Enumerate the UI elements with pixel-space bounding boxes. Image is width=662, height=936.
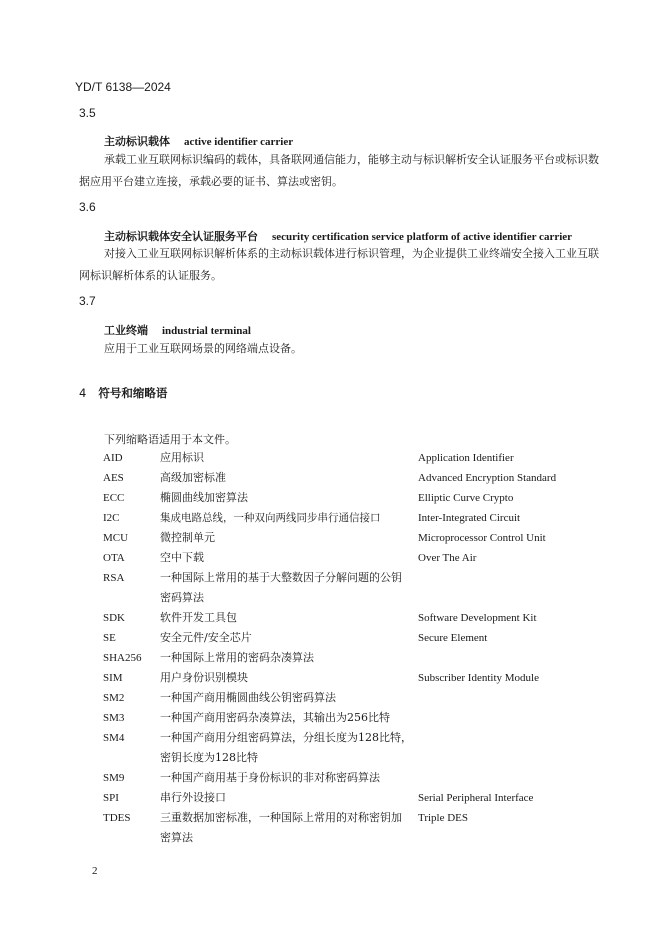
abbreviation-zh: 一种国产商用分组密码算法，分组长度为128比特，密钥长度为128比特 <box>160 731 412 764</box>
abbreviation: TDES <box>103 812 131 824</box>
term-zh: 主动标识载体 <box>104 135 170 148</box>
abbreviation-zh: 应用标识 <box>160 451 204 464</box>
abbreviation-zh: 一种国际上常用的密码杂凑算法 <box>160 651 314 664</box>
abbreviation: RSA <box>103 572 125 584</box>
term-en: industrial terminal <box>162 325 251 337</box>
abbreviation-en: Serial Peripheral Interface <box>418 792 534 804</box>
abbreviation-en: Advanced Encryption Standard <box>418 472 557 484</box>
abbreviation-zh: 用户身份识别模块 <box>160 671 248 684</box>
abbreviation-zh: 一种国产商用椭圆曲线公钥密码算法 <box>160 691 336 704</box>
abbreviation: SDK <box>103 612 126 624</box>
abbreviations-intro: 下列缩略语适用于本文件。 <box>104 433 236 446</box>
term-number: 3.5 <box>79 106 96 120</box>
term-en: active identifier carrier <box>184 136 294 148</box>
abbreviation: SM4 <box>103 732 125 744</box>
abbreviation-en: Application Identifier <box>418 452 514 464</box>
abbreviation-en: Microprocessor Control Unit <box>418 532 546 544</box>
abbreviation: AES <box>103 472 124 484</box>
abbreviation: SM3 <box>103 712 125 724</box>
abbreviation: SHA256 <box>103 652 142 664</box>
abbreviation: MCU <box>103 532 129 544</box>
page-number: 2 <box>92 865 98 877</box>
abbreviation: I2C <box>103 512 120 524</box>
term-heading <box>104 322 251 338</box>
abbreviation-zh: 串行外设接口 <box>160 791 226 804</box>
abbreviation: SIM <box>103 672 123 684</box>
abbreviation-zh: 一种国际上常用的基于大整数因子分解问题的公钥密码算法 <box>160 571 402 604</box>
term-en: security certification service platform of active identifier carrier <box>272 231 573 243</box>
abbreviation: AID <box>103 452 123 464</box>
abbreviation: SM9 <box>103 772 125 784</box>
abbreviation: SPI <box>103 792 119 804</box>
abbreviation: SE <box>103 632 116 644</box>
abbreviation-zh: 软件开发工具包 <box>160 611 237 624</box>
section-heading <box>79 385 167 401</box>
abbreviation: OTA <box>103 552 125 564</box>
abbreviation-zh: 空中下载 <box>160 551 204 564</box>
abbreviation: ECC <box>103 492 125 504</box>
abbreviation-zh: 一种国产商用基于身份标识的非对称密码算法 <box>160 771 380 784</box>
term-heading <box>104 133 293 149</box>
abbreviation-zh: 集成电路总线，一种双向两线同步串行通信接口 <box>160 512 381 524</box>
term-definition: 对接入工业互联网标识解析体系的主动标识载体进行标识管理，为企业提供工业终端安全接入工业互联网标识解析体系的认证服务。 <box>79 247 599 282</box>
abbreviation-en: Subscriber Identity Module <box>418 672 539 684</box>
standard-number: YD/T 6138—2024 <box>75 80 171 94</box>
term-heading <box>104 228 572 244</box>
abbreviation: SM2 <box>103 692 125 704</box>
abbreviation-zh: 椭圆曲线加密算法 <box>160 491 248 504</box>
abbreviation-zh: 三重数据加密标准，一种国际上常用的对称密钥加密算法 <box>160 811 402 844</box>
term-definition: 应用于工业互联网场景的网络端点设备。 <box>104 342 302 355</box>
term-definition: 承载工业互联网标识编码的载体，具备联网通信能力，能够主动与标识解析安全认证服务平台或标识数据应用平台建立连接，承载必要的证书、算法或密钥。 <box>79 153 599 188</box>
abbreviation-zh: 安全元件/安全芯片 <box>160 631 252 644</box>
term-number: 3.6 <box>79 200 96 214</box>
abbreviation-zh: 一种国产商用密码杂凑算法，其输出为256比特 <box>160 711 390 724</box>
section-number: 4 <box>79 386 87 400</box>
abbreviation-en: Over The Air <box>418 552 477 564</box>
section-title: 符号和缩略语 <box>98 386 168 400</box>
abbreviation-en: Secure Element <box>418 632 488 644</box>
term-zh: 工业终端 <box>104 324 148 337</box>
abbreviation-en: Elliptic Curve Crypto <box>418 492 514 504</box>
abbreviation-en: Triple DES <box>418 812 469 824</box>
abbreviation-en: Inter-Integrated Circuit <box>418 512 521 524</box>
term-zh: 主动标识载体安全认证服务平台 <box>104 230 258 243</box>
abbreviation-zh: 高级加密标准 <box>160 471 226 484</box>
abbreviation-en: Software Development Kit <box>418 612 537 624</box>
abbreviation-zh: 微控制单元 <box>160 531 215 544</box>
term-number: 3.7 <box>79 294 96 308</box>
